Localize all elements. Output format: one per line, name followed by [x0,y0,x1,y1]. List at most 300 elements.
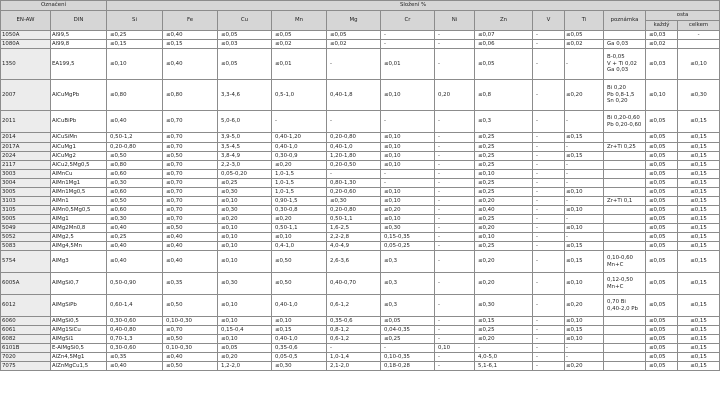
cell-ni: - [435,295,475,317]
cell-din: AlZnMgCu1,5 [51,362,107,371]
cell-zn: ≤0,20 [475,251,533,273]
cell-v: - [533,152,565,161]
cell-en-aw: 5083 [1,242,51,251]
element-header-zn: Zn [475,11,533,31]
cell-cr: ≤0,10 [381,161,435,170]
cell-others-each: ≤0,05 [646,353,678,362]
table-row [1,133,720,143]
cell-din: EA199,5 [51,49,107,80]
cell-ti: - [565,111,604,133]
cell-din: AlMg1 [51,215,107,224]
cell-ni: - [435,188,475,197]
cell-v: - [533,197,565,206]
cell-fe: ≤0,70 [163,143,218,152]
cell-others-total: ≤0,15 [678,197,720,206]
cell-note [604,251,646,273]
cell-cu: 3,3-4,6 [218,80,272,111]
table-row [1,40,720,49]
cell-cr: - [381,170,435,179]
table-row [1,143,720,152]
cell-fe: ≤0,70 [163,179,218,188]
cell-others-each: ≤0,05 [646,317,678,326]
cell-cu: ≤0,10 [218,197,272,206]
cell-zn: ≤0,25 [475,161,533,170]
table-row [1,335,720,344]
cell-si: 0,20-0,80 [107,143,163,152]
cell-ti: ≤0,10 [565,317,604,326]
cell-others-each: ≤0,05 [646,152,678,161]
cell-en-aw: 2117 [1,161,51,170]
cell-v: - [533,353,565,362]
cell-cu: ≤0,30 [218,206,272,215]
table-row [1,197,720,206]
cell-cu: ≤0,10 [218,224,272,233]
cell-en-aw: 2014 [1,133,51,143]
cell-ti: ≤0,05 [565,31,604,40]
cell-ni: - [435,179,475,188]
cell-mn: 0,40-1,0 [272,143,327,152]
cell-zn: ≤0,30 [475,295,533,317]
cell-cu: ≤0,03 [218,40,272,49]
cell-fe: ≤0,50 [163,295,218,317]
cell-mg: 0,35-0,6 [327,317,381,326]
cell-note [604,335,646,344]
cell-zn: ≤0,25 [475,152,533,161]
cell-cu: ≤0,10 [218,317,272,326]
cell-ni: - [435,206,475,215]
cell-zn: ≤0,07 [475,31,533,40]
cell-ti: ≤0,15 [565,242,604,251]
cell-others-total: ≤0,15 [678,273,720,295]
cell-mg: 0,8-1,2 [327,326,381,335]
cell-note [604,49,646,80]
cell-note [604,353,646,362]
cell-others-total: ≤0,15 [678,224,720,233]
cell-others-total: ≤0,15 [678,326,720,335]
cell-v: - [533,80,565,111]
cell-cr: - [381,111,435,133]
cell-cr: 0,10-0,35 [381,353,435,362]
table-row [1,353,720,362]
cell-cr: 0,15-0,35 [381,233,435,242]
cell-fe: ≤0,70 [163,188,218,197]
cell-mg: 0,20-0,50 [327,161,381,170]
cell-fe: 0,10-0,30 [163,317,218,326]
cell-din: AlCuSiMn [51,133,107,143]
cell-v: - [533,224,565,233]
cell-ni: - [435,152,475,161]
cell-en-aw: 3003 [1,170,51,179]
cell-mg: 0,6-1,2 [327,295,381,317]
cell-others-each: ≤0,05 [646,344,678,353]
cell-mn: 1,0-1,5 [272,179,327,188]
cell-ti: ≤0,10 [565,224,604,233]
cell-si: ≤0,40 [107,251,163,273]
designation-header: Označení [1,1,107,11]
note-line: Bi 0,20 [607,85,626,92]
cell-cr: ≤0,05 [381,317,435,326]
cell-cu: ≤0,20 [218,215,272,224]
cell-ni: - [435,111,475,133]
cell-ti: - [565,143,604,152]
cell-din: AlCuMg1 [51,143,107,152]
table-row [1,273,720,295]
cell-cr: ≤0,10 [381,152,435,161]
cell-note [604,111,646,133]
cell-ni: - [435,31,475,40]
cell-din: AlMgSi0,7 [51,273,107,295]
cell-si: ≤0,80 [107,161,163,170]
cell-mg: 0,20-0,80 [327,133,381,143]
cell-cr: ≤0,10 [381,133,435,143]
cell-cu: 3,8-4,9 [218,152,272,161]
element-header-v: V [533,11,565,31]
table-row [1,188,720,197]
cell-cu: 3,5-4,5 [218,143,272,152]
cell-ti: - [565,197,604,206]
cell-others-total: ≤0,15 [678,170,720,179]
each-header: každý [646,21,678,31]
cell-en-aw: 6101B [1,344,51,353]
cell-en-aw: 3105 [1,206,51,215]
cell-zn: ≤0,10 [475,170,533,179]
cell-ti: ≤0,10 [565,335,604,344]
cell-mg: 1,0-1,4 [327,353,381,362]
cell-ni: - [435,49,475,80]
cell-si: ≤0,50 [107,197,163,206]
cell-ni: - [435,335,475,344]
table-row [1,152,720,161]
cell-cr: ≤0,3 [381,251,435,273]
cell-v: - [533,326,565,335]
cell-cu: ≤0,10 [218,251,272,273]
cell-others-total: ≤0,15 [678,152,720,161]
cell-others-each: ≤0,05 [646,133,678,143]
cell-cu: ≤0,05 [218,31,272,40]
cell-si: ≤0,60 [107,188,163,197]
cell-v: - [533,170,565,179]
cell-others-each: ≤0,02 [646,40,678,49]
cell-v: - [533,362,565,371]
cell-din: AlMg2,5 [51,233,107,242]
cell-zn: ≤0,40 [475,206,533,215]
cell-v: - [533,295,565,317]
en-aw-header: EN-AW [1,11,51,31]
cell-ni: - [435,251,475,273]
cell-others-each: ≤0,05 [646,326,678,335]
cell-fe: ≤0,50 [163,362,218,371]
cell-note [604,326,646,335]
cell-note [604,273,646,295]
cell-fe: ≤0,40 [163,242,218,251]
cell-en-aw: 1050A [1,31,51,40]
cell-zn: ≤0,06 [475,40,533,49]
cell-din: AlCuBiPb [51,111,107,133]
cell-cu: ≤0,30 [218,273,272,295]
element-header-cr: Cr [381,11,435,31]
cell-ti: - [565,233,604,242]
cell-cr: 0,18-0,28 [381,362,435,371]
cell-din: AlZn4,5Mg1 [51,353,107,362]
cell-zn: ≤0,3 [475,111,533,133]
note-line: Ga 0,03 [607,67,629,74]
element-header-mg: Mg [327,11,381,31]
cell-fe: ≤0,40 [163,353,218,362]
cell-ni: - [435,170,475,179]
element-header-mn: Mn [272,11,327,31]
cell-en-aw: 2017A [1,143,51,152]
note-line: 0,10-0,60 [607,254,633,261]
cell-mn: 0,5-1,0 [272,80,327,111]
cell-ti: - [565,344,604,353]
cell-others-total: ≤0,15 [678,353,720,362]
cell-mn: ≤0,05 [272,31,327,40]
element-header-si: Si [107,11,163,31]
table-row [1,31,720,40]
cell-others-each: ≤0,05 [646,295,678,317]
cell-cu: ≤0,10 [218,295,272,317]
cell-note [604,344,646,353]
cell-others-each: ≤0,05 [646,251,678,273]
cell-mg: 0,50-1,1 [327,215,381,224]
cell-si: ≤0,35 [107,353,163,362]
table-row [1,161,720,170]
cell-din: AlMn0,5Mg0,5 [51,206,107,215]
cell-others-total: ≤0,15 [678,161,720,170]
cell-ni: - [435,161,475,170]
cell-v: - [533,179,565,188]
cell-v: - [533,31,565,40]
cell-en-aw: 3004 [1,179,51,188]
cell-zn: ≤0,25 [475,242,533,251]
note-line: Mn+C [607,283,624,290]
cell-others-each: ≤0,05 [646,111,678,133]
cell-ti: ≤0,20 [565,295,604,317]
cell-cr: ≤0,10 [381,215,435,224]
cell-others-total: ≤0,15 [678,251,720,273]
cell-mg: ≤0,05 [327,31,381,40]
cell-en-aw: 6005A [1,273,51,295]
others-header: osta [646,11,720,21]
note-line: B-0,05 [607,54,625,61]
cell-cr: ≤0,01 [381,49,435,80]
cell-mg: 0,20-0,80 [327,206,381,215]
cell-others-total: ≤0,15 [678,215,720,224]
cell-mn: ≤0,50 [272,273,327,295]
cell-si: ≤0,30 [107,215,163,224]
cell-others-total: ≤0,15 [678,362,720,371]
cell-cr: ≤0,3 [381,273,435,295]
cell-si: ≤0,40 [107,111,163,133]
cell-mg: 0,6-1,2 [327,335,381,344]
cell-ni: 0,10 [435,344,475,353]
cell-mn: 1,0-1,5 [272,170,327,179]
cell-si: ≤0,10 [107,49,163,80]
cell-cu: ≤0,10 [218,242,272,251]
cell-zn: ≤0,25 [475,133,533,143]
cell-others-total: ≤0,15 [678,335,720,344]
cell-others-each: ≤0,05 [646,242,678,251]
cell-en-aw: 7075 [1,362,51,371]
cell-note [604,206,646,215]
cell-others-each: ≤0,05 [646,335,678,344]
table-row [1,251,720,273]
cell-cu: ≤0,05 [218,344,272,353]
cell-en-aw: 6012 [1,295,51,317]
cell-v: - [533,188,565,197]
cell-din: AlMn1Mg0,5 [51,188,107,197]
cell-ti: ≤0,20 [565,80,604,111]
cell-en-aw: 3103 [1,197,51,206]
cell-zn: ≤0,20 [475,197,533,206]
cell-mn: 0,4-1,0 [272,242,327,251]
cell-cr: ≤0,25 [381,335,435,344]
cell-v: - [533,335,565,344]
cell-cr: ≤0,10 [381,188,435,197]
cell-din: AlMg2Mn0,8 [51,224,107,233]
cell-mn: 0,90-1,5 [272,197,327,206]
element-header-ni: Ni [435,11,475,31]
cell-mn: ≤0,20 [272,161,327,170]
cell-din: Al99,5 [51,31,107,40]
cell-si: ≤0,15 [107,40,163,49]
cell-si: ≤0,40 [107,224,163,233]
cell-cr: - [381,31,435,40]
note-line: Mn+C [607,261,624,268]
cell-others-total: ≤0,15 [678,295,720,317]
total-header: celkem [678,21,720,31]
cell-others-each: ≤0,05 [646,179,678,188]
cell-mn: ≤0,50 [272,251,327,273]
cell-zn: ≤0,8 [475,80,533,111]
cell-mg: - [327,49,381,80]
cell-note [604,233,646,242]
note-line: 0,40-2,0 Pb [607,305,638,312]
cell-note [604,161,646,170]
cell-ti: ≤0,02 [565,40,604,49]
cell-zn: ≤0,25 [475,143,533,152]
cell-mg: 0,40-1,0 [327,143,381,152]
cell-si: ≤0,25 [107,31,163,40]
cell-others-total: ≤0,30 [678,80,720,111]
cell-ti: ≤0,10 [565,206,604,215]
element-header-fe: Fe [163,11,218,31]
cell-en-aw: 3005 [1,188,51,197]
cell-note: Ga 0,03 [604,40,646,49]
cell-others-each: ≤0,03 [646,31,678,40]
cell-cu: 3,9-5,0 [218,133,272,143]
cell-si: 0,70-1,3 [107,335,163,344]
cell-fe: ≤0,80 [163,80,218,111]
cell-en-aw: 6060 [1,317,51,326]
table-body [1,31,720,371]
cell-cr: ≤0,10 [381,143,435,152]
cell-others-each: ≤0,05 [646,215,678,224]
cell-mn: 0,05-0,5 [272,353,327,362]
cell-others-each: ≤0,10 [646,80,678,111]
cell-others-each: ≤0,05 [646,206,678,215]
cell-ti: ≤0,20 [565,362,604,371]
cell-fe: ≤0,70 [163,197,218,206]
cell-ni: - [435,242,475,251]
cell-si: 0,60-1,4 [107,295,163,317]
cell-note [604,215,646,224]
cell-mg: 2,1-2,0 [327,362,381,371]
cell-din: E-AlMgSi0,5 [51,344,107,353]
note-line: Pb 0,20-0,60 [607,121,642,128]
cell-ni: 0,20 [435,80,475,111]
cell-v: - [533,215,565,224]
cell-mn: 0,40-1,0 [272,335,327,344]
cell-note: Zr+Ti 0,1 [604,197,646,206]
cell-mn: ≤0,20 [272,215,327,224]
cell-fe: ≤0,50 [163,335,218,344]
cell-mg: 0,80-1,30 [327,179,381,188]
cell-others-each: ≤0,05 [646,170,678,179]
cell-mg: 1,20-1,80 [327,152,381,161]
cell-note [604,188,646,197]
table-row [1,317,720,326]
cell-ti: - [565,215,604,224]
cell-din: AlMnCu [51,170,107,179]
cell-cr: ≤0,10 [381,80,435,111]
cell-en-aw: 2011 [1,111,51,133]
cell-others-total: ≤0,15 [678,317,720,326]
cell-mg: 1,6-2,5 [327,224,381,233]
cell-others-each: ≤0,05 [646,224,678,233]
table-row [1,170,720,179]
cell-mg: - [327,344,381,353]
cell-v: - [533,133,565,143]
cell-others-each: ≤0,05 [646,233,678,242]
note-line: V + Ti 0,02 [607,60,637,67]
cell-v: - [533,233,565,242]
cell-others-each: ≤0,03 [646,49,678,80]
cell-mg: 2,2-2,8 [327,233,381,242]
cell-din: AlMn1Mg1 [51,179,107,188]
cell-mg: 0,20-0,60 [327,188,381,197]
cell-mn: 0,40-1,20 [272,133,327,143]
cell-en-aw: 5049 [1,224,51,233]
element-header-ti: Ti [565,11,604,31]
cell-mg: - [327,111,381,133]
cell-cu: 2,2-3,0 [218,161,272,170]
cell-others-each: ≤0,05 [646,188,678,197]
cell-en-aw: 2007 [1,80,51,111]
note-line: Bi 0,20-0,60 [607,114,640,121]
cell-others-total: ≤0,15 [678,344,720,353]
cell-cu: 0,15-0,4 [218,326,272,335]
cell-ti: - [565,353,604,362]
table-row [1,295,720,317]
cell-others-each: ≤0,05 [646,362,678,371]
cell-cr: ≤0,20 [381,206,435,215]
cell-v: - [533,344,565,353]
cell-zn: ≤0,25 [475,326,533,335]
cell-mn: ≤0,01 [272,49,327,80]
cell-zn: 4,0-5,0 [475,353,533,362]
cell-en-aw: 7020 [1,353,51,362]
cell-en-aw: 5052 [1,233,51,242]
cell-mg: ≤0,02 [327,40,381,49]
table-row [1,49,720,80]
cell-zn: ≤0,25 [475,179,533,188]
cell-ti: - [565,170,604,179]
table-row [1,224,720,233]
cell-note [604,80,646,111]
cell-si: 0,30-0,60 [107,317,163,326]
cell-mg: - [327,170,381,179]
